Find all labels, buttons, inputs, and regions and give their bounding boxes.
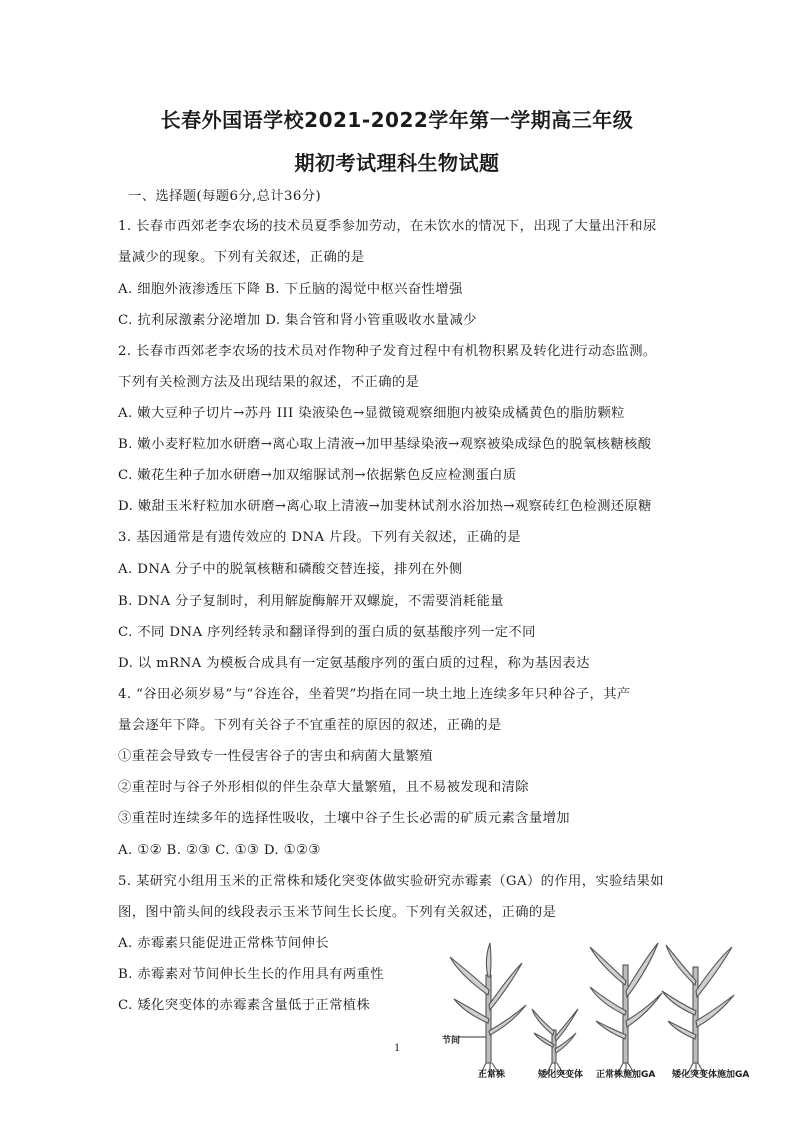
caption-dwarf-ga: 矮化突变体施加GA xyxy=(672,1070,750,1080)
option-line: B. 赤霉素对节间伸长生长的作用具有两重性 xyxy=(118,967,384,982)
plant-normal-ga xyxy=(590,943,662,1077)
section-heading: 一、选择题(每题6分,总计36分) xyxy=(128,189,322,204)
option-line: A. 赤霉素只能促进正常株节间伸长 xyxy=(118,936,330,951)
question-line: 2. 长春市西郊老李农场的技术员对作物种子发育过程中有机物积累及转化进行动态监测。 xyxy=(118,344,657,359)
page-number: 1 xyxy=(394,1040,400,1054)
caption-normal-ga: 正常株施加GA xyxy=(596,1070,656,1080)
plant-dwarf-ga xyxy=(662,945,734,1077)
statement-line: ①重茬会导致专一性侵害谷子的害虫和病菌大量繁殖 xyxy=(118,749,434,764)
caption-normal: 正常株 xyxy=(478,1070,506,1080)
option-line: C. 抗利尿激素分泌增加 D. 集合管和肾小管重吸收水量减少 xyxy=(118,313,477,328)
question-line: 下列有关检测方法及出现结果的叙述，不正确的是 xyxy=(118,375,420,390)
option-line: C. 嫩花生种子加水研磨→加双缩脲试剂→依据紫色反应检测蛋白质 xyxy=(118,468,517,483)
option-line: C. 矮化突变体的赤霉素含量低于正常植株 xyxy=(118,998,371,1013)
exam-title-line2: 期初考试理科生物试题 xyxy=(294,151,500,175)
plant-normal xyxy=(450,943,526,1077)
question-line: 4. “谷田必须岁易”与“谷连谷，坐着哭”均指在同一块土地上连续多年只种谷子，其产 xyxy=(118,687,631,702)
option-line: C. 不同 DNA 序列经转录和翻译得到的蛋白质的氨基酸序列一定不同 xyxy=(118,625,536,640)
maize-plants-figure xyxy=(440,935,740,1085)
option-line: A. ①② B. ②③ C. ①③ D. ①②③ xyxy=(118,843,321,858)
statement-line: ③重茬时连续多年的选择性吸收，土壤中谷子生长必需的矿质元素含量增加 xyxy=(118,811,570,826)
option-line: B. 嫩小麦籽粒加水研磨→离心取上清液→加甲基绿染液→观察被染成绿色的脱氧核糖核酸 xyxy=(118,437,652,452)
option-line: A. 嫩大豆种子切片→苏丹 III 染液染色→显微镜观察细胞内被染成橘黄色的脂肪颗粒 xyxy=(118,406,625,421)
exam-title-line1: 长春外国语学校2021-2022学年第一学期高三年级 xyxy=(160,108,634,132)
option-line: D. 以 mRNA 为模板合成具有一定氨基酸序列的蛋白质的过程，称为基因表达 xyxy=(118,656,590,671)
question-line: 1. 长春市西郊老李农场的技术员夏季参加劳动，在未饮水的情况下，出现了大量出汗和尿 xyxy=(118,219,657,234)
option-line: B. DNA 分子复制时，利用解旋酶解开双螺旋，不需要消耗能量 xyxy=(118,594,504,609)
question-line: 图，图中箭头间的线段表示玉米节间生长长度。下列有关叙述，正确的是 xyxy=(118,905,557,920)
option-line: A. 细胞外液渗透压下降 B. 下丘脑的渴觉中枢兴奋性增强 xyxy=(118,282,463,297)
question-line: 量会逐年下降。下列有关谷子不宜重茬的原因的叙述，正确的是 xyxy=(118,718,502,733)
question-line: 量减少的现象。下列有关叙述，正确的是 xyxy=(118,250,365,265)
internode-label: 节间 xyxy=(442,1036,461,1046)
question-line: 5. 某研究小组用玉米的正常株和矮化突变体做实验研究赤霉素（GA）的作用，实验结果如 xyxy=(118,874,664,889)
option-line: D. 嫩甜玉米籽粒加水研磨→离心取上清液→加斐林试剂水浴加热→观察砖红色检测还原糖 xyxy=(118,499,652,514)
option-line: A. DNA 分子中的脱氧核糖和磷酸交替连接，排列在外侧 xyxy=(118,562,463,577)
question-line: 3. 基因通常是有遗传效应的 DNA 片段。下列有关叙述，正确的是 xyxy=(118,530,521,545)
caption-dwarf: 矮化突变体 xyxy=(538,1070,584,1080)
statement-line: ②重茬时与谷子外形相似的伴生杂草大量繁殖，且不易被发现和清除 xyxy=(118,780,529,795)
